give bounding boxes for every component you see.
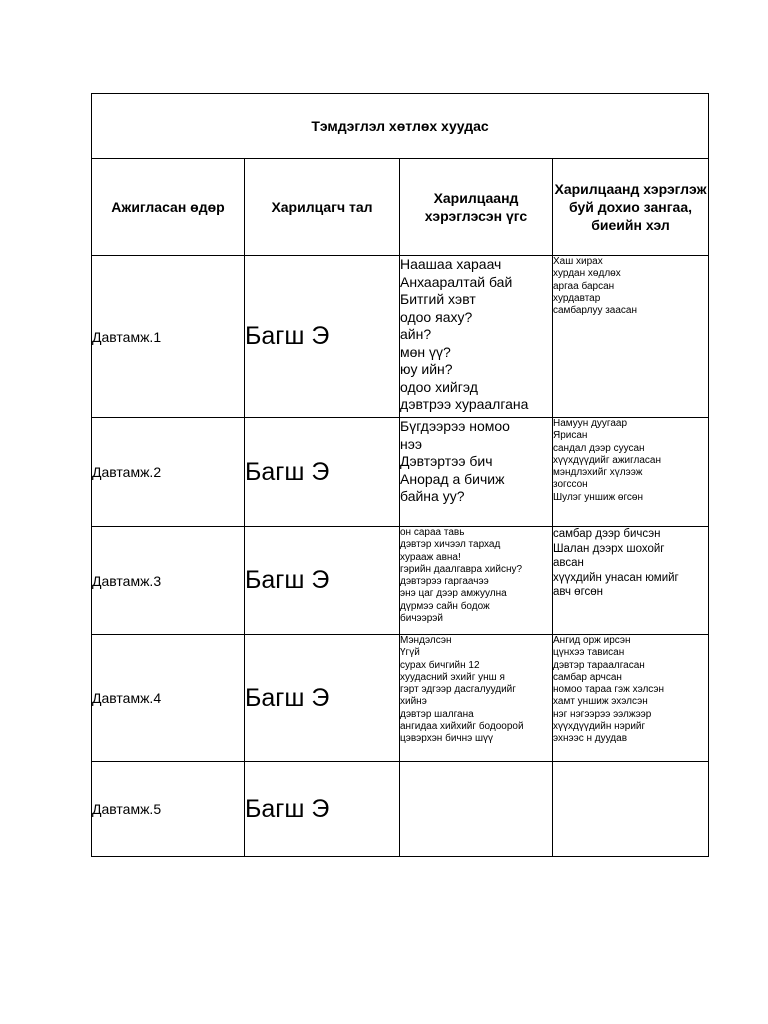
cell-line: авсан (553, 557, 584, 569)
row-day: Давтамж.2 (92, 418, 245, 527)
cell-line: хүүхдүүдийн нэрийг (553, 721, 646, 733)
cell-line: ангидаа хийхийг бодоорой (400, 721, 524, 733)
cell-line: дэвтэр хичээл тархад (400, 539, 501, 551)
row-words (400, 635, 553, 762)
cell-line: номоо тараа гэж хэлсэн (553, 684, 665, 696)
cell-line: Бүгдээрээ номоо (400, 418, 510, 434)
cell-line: айн? (400, 326, 432, 342)
table-row (92, 527, 709, 635)
header-participant: Харилцагч тал (245, 159, 400, 256)
cell-line: хурааж авна! (400, 551, 461, 563)
cell-line: дэвтэр шалгана (400, 708, 474, 720)
row-signs (553, 527, 709, 635)
cell-line: зогссон (553, 479, 588, 491)
row-words (400, 527, 553, 635)
cell-line: эхнээс н дуудав (553, 733, 628, 745)
cell-line: хурдан хөдлөх (553, 268, 621, 280)
cell-line: он сараа тавь (400, 527, 465, 538)
cell-line: мөн үү? (400, 343, 451, 360)
cell-line: самбар арчсан (553, 671, 622, 683)
cell-line: гэрт эдгээр дасгалуудийг (400, 684, 516, 696)
cell-line: Шулэг уншиж өгсөн (553, 491, 643, 503)
cell-line: сандал дээр суусан (553, 442, 645, 454)
cell-line: сурах бичгийн 12 (400, 659, 480, 671)
cell-line: мэндлэхийг хүлээж (553, 467, 643, 479)
cell-line: бичээрэй (400, 613, 443, 625)
cell-line: хүүхдүүдийг ажигласан (553, 454, 662, 466)
cell-line: гэрийн даалгавра хийсну? (400, 563, 523, 575)
cell-line: Үгүй (400, 647, 420, 659)
cell-line: дэвтэр тараалгасан (553, 659, 645, 671)
cell-line: дэвтэрээ гаргаачээ (400, 576, 489, 588)
row-participant: Багш Э (245, 527, 400, 635)
cell-line: Мэндэлсэн (400, 635, 452, 646)
cell-line: авч өгсөн (553, 586, 604, 598)
row-words (400, 418, 553, 527)
cell-line: энэ цаг дээр амжуулна (400, 588, 507, 600)
row-participant: Багш Э (245, 418, 400, 527)
cell-line: аргаа барсан (553, 280, 615, 292)
cell-line: хамт уншиж эхэлсэн (553, 696, 648, 708)
row-words (400, 256, 553, 418)
table-row (92, 762, 709, 857)
row-signs (553, 256, 709, 418)
header-date: Ажигласан өдөр (92, 159, 245, 256)
cell-line: Шалан дээрх шохойг (553, 542, 665, 555)
cell-line: Анхааралтай бай (400, 273, 513, 290)
cell-line: Дэвтэртээ бич (400, 453, 493, 469)
cell-line: хүүхдийн унасан юмийг (553, 571, 679, 584)
header-row (92, 159, 709, 256)
cell-line: Анорад а бичиж (400, 470, 505, 487)
cell-line: хийнэ (400, 696, 427, 708)
table-row (92, 635, 709, 762)
cell-line: Ярисан (553, 430, 588, 442)
table-row (92, 256, 709, 418)
cell-line: хурдавтар (553, 292, 601, 304)
row-participant: Багш Э (245, 256, 400, 418)
row-participant: Багш Э (245, 635, 400, 762)
row-day: Давтамж.1 (92, 256, 245, 418)
row-words (400, 762, 553, 857)
row-participant: Багш Э (245, 762, 400, 857)
cell-line: одоо яаху? (400, 308, 473, 325)
cell-line: дэвтрээ хураалгана (400, 396, 529, 412)
row-day: Давтамж.5 (92, 762, 245, 857)
header-words: Харилцаанд хэрэглэсэн үгс (400, 159, 553, 256)
cell-line: нээ (400, 435, 423, 452)
cell-line: дүрмээ сайн бодож (400, 600, 490, 612)
header-signs: Харилцаанд хэрэглэж буй дохио зангаа, биеийн хэл (553, 159, 709, 256)
cell-line: хуудасний эхийг унш я (400, 671, 505, 683)
table-row (92, 418, 709, 527)
cell-line: Наашаа хараач (400, 256, 502, 272)
row-signs (553, 418, 709, 527)
cell-line: Ангид орж ирсэн (553, 635, 631, 646)
cell-line: одоо хийгэд (400, 378, 478, 395)
row-day: Давтамж.3 (92, 527, 245, 635)
observation-table (91, 93, 709, 857)
cell-line: Намуун дуугаар (553, 418, 628, 429)
cell-line: юу ийн? (400, 361, 453, 377)
cell-line: нэг нэгээрээ ээлжээр (553, 708, 652, 720)
title-row (92, 94, 709, 159)
row-signs (553, 635, 709, 762)
cell-line: цүнхээ тависан (553, 647, 625, 659)
cell-line: байна уу? (400, 488, 465, 504)
page-title: Тэмдэглэл хөтлөх хуудас (92, 94, 709, 159)
cell-line: Битгий хэвт (400, 291, 476, 307)
cell-line: цэвэрхэн бичнэ шүү (400, 733, 494, 745)
cell-line: самбарлуу заасан (553, 305, 638, 317)
row-day: Давтамж.4 (92, 635, 245, 762)
cell-line: Хаш хирах (553, 256, 603, 267)
row-signs (553, 762, 709, 857)
cell-line: самбар дээр бичсэн (553, 528, 661, 540)
